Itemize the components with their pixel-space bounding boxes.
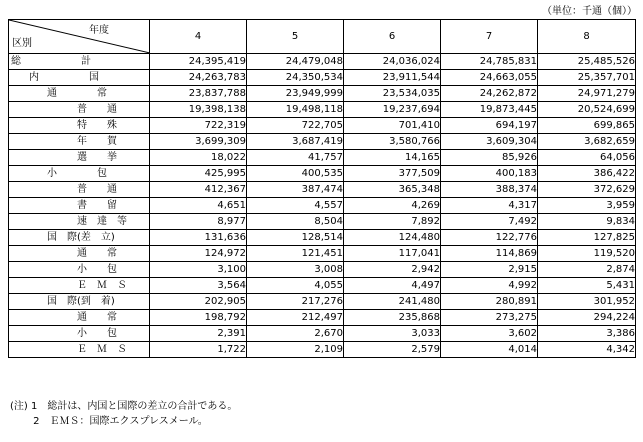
value-cell: 412,367 xyxy=(150,182,247,198)
table-row xyxy=(9,54,636,70)
value-cell: 4,992 xyxy=(441,278,538,294)
value-cell: 24,262,872 xyxy=(441,86,538,102)
value-cell: 9,834 xyxy=(538,214,636,230)
value-cell: 387,474 xyxy=(247,182,344,198)
value-cell: 1,722 xyxy=(150,342,247,358)
value-cell: 4,317 xyxy=(441,198,538,214)
value-cell: 19,237,694 xyxy=(344,102,441,118)
table-row xyxy=(9,246,636,262)
value-cell: 5,431 xyxy=(538,278,636,294)
value-cell: 198,792 xyxy=(150,310,247,326)
value-cell: 217,276 xyxy=(247,294,344,310)
value-cell: 388,374 xyxy=(441,182,538,198)
value-cell: 114,869 xyxy=(441,246,538,262)
value-cell: 19,398,138 xyxy=(150,102,247,118)
value-cell: 2,391 xyxy=(150,326,247,342)
value-cell: 701,410 xyxy=(344,118,441,134)
value-cell: 119,520 xyxy=(538,246,636,262)
table-row xyxy=(9,278,636,294)
value-cell: 20,524,699 xyxy=(538,102,636,118)
table-row xyxy=(9,70,636,86)
value-cell: 425,995 xyxy=(150,166,247,182)
row-label-cell xyxy=(9,102,150,118)
value-cell: 7,892 xyxy=(344,214,441,230)
corner-year-label: 年度 xyxy=(89,25,109,36)
value-cell: 400,183 xyxy=(441,166,538,182)
row-label: 選 挙 xyxy=(77,152,117,163)
value-cell: 694,197 xyxy=(441,118,538,134)
value-cell: 24,263,783 xyxy=(150,70,247,86)
row-label-cell xyxy=(9,134,150,150)
row-label-cell xyxy=(9,54,150,70)
value-cell: 41,757 xyxy=(247,150,344,166)
value-cell: 117,041 xyxy=(344,246,441,262)
table-row xyxy=(9,182,636,198)
value-cell: 23,911,544 xyxy=(344,70,441,86)
value-cell: 400,535 xyxy=(247,166,344,182)
table-row xyxy=(9,166,636,182)
footnote: 2 ＥＭＳ：国際エクスプレスメール。 xyxy=(10,416,208,427)
row-label-cell xyxy=(9,86,150,102)
row-label-cell xyxy=(9,150,150,166)
value-cell: 212,497 xyxy=(247,310,344,326)
row-label-cell xyxy=(9,182,150,198)
value-cell: 3,682,659 xyxy=(538,134,636,150)
value-cell: 18,022 xyxy=(150,150,247,166)
value-cell: 2,109 xyxy=(247,342,344,358)
row-label-cell xyxy=(9,310,150,326)
row-label-cell xyxy=(9,246,150,262)
value-cell: 2,874 xyxy=(538,262,636,278)
value-cell: 4,269 xyxy=(344,198,441,214)
value-cell: 386,422 xyxy=(538,166,636,182)
row-label: 速 達 等 xyxy=(77,216,127,227)
value-cell: 8,504 xyxy=(247,214,344,230)
value-cell: 3,609,304 xyxy=(441,134,538,150)
year-header: 8 xyxy=(538,20,636,54)
mail-volume-table xyxy=(8,19,636,358)
value-cell: 24,663,055 xyxy=(441,70,538,86)
row-label: 普 通 xyxy=(77,104,117,115)
row-label-cell xyxy=(9,230,150,246)
value-cell: 24,785,831 xyxy=(441,54,538,70)
value-cell: 3,008 xyxy=(247,262,344,278)
year-header: 4 xyxy=(150,20,247,54)
row-label: 小 包 xyxy=(77,328,117,339)
value-cell: 4,497 xyxy=(344,278,441,294)
row-label-cell xyxy=(9,118,150,134)
row-label: 年 賀 xyxy=(77,136,117,147)
value-cell: 3,699,309 xyxy=(150,134,247,150)
value-cell: 3,959 xyxy=(538,198,636,214)
table-row xyxy=(9,262,636,278)
value-cell: 2,915 xyxy=(441,262,538,278)
year-header: 6 xyxy=(344,20,441,54)
value-cell: 122,776 xyxy=(441,230,538,246)
table-row xyxy=(9,342,636,358)
value-cell: 4,651 xyxy=(150,198,247,214)
year-header: 7 xyxy=(441,20,538,54)
value-cell: 64,056 xyxy=(538,150,636,166)
value-cell: 722,319 xyxy=(150,118,247,134)
value-cell: 25,357,701 xyxy=(538,70,636,86)
footnote: (注) 1 総計は、内国と国際の差立の合計である。 xyxy=(10,401,238,412)
value-cell: 127,825 xyxy=(538,230,636,246)
value-cell: 24,350,534 xyxy=(247,70,344,86)
row-label: 内 国 xyxy=(29,72,99,83)
row-label-cell xyxy=(9,70,150,86)
row-label-cell xyxy=(9,214,150,230)
value-cell: 14,165 xyxy=(344,150,441,166)
value-cell: 722,705 xyxy=(247,118,344,134)
header-row xyxy=(9,20,636,54)
table-row xyxy=(9,86,636,102)
value-cell: 3,100 xyxy=(150,262,247,278)
value-cell: 3,386 xyxy=(538,326,636,342)
table-row xyxy=(9,198,636,214)
value-cell: 4,014 xyxy=(441,342,538,358)
value-cell: 3,033 xyxy=(344,326,441,342)
unit-caption: （単位：千通（個）） xyxy=(542,6,637,17)
value-cell: 23,949,999 xyxy=(247,86,344,102)
table-row xyxy=(9,134,636,150)
footnotes xyxy=(10,399,237,429)
row-label-cell xyxy=(9,278,150,294)
row-label: 書 留 xyxy=(77,200,117,211)
row-label: 普 通 xyxy=(77,184,117,195)
value-cell: 241,480 xyxy=(344,294,441,310)
table-row xyxy=(9,102,636,118)
table-row xyxy=(9,118,636,134)
value-cell: 24,036,024 xyxy=(344,54,441,70)
value-cell: 23,837,788 xyxy=(150,86,247,102)
row-label: 国 際(差 立) xyxy=(47,232,115,243)
corner-category-label: 区別 xyxy=(12,38,32,49)
row-label: 国 際(到 着) xyxy=(47,296,115,307)
row-label-cell xyxy=(9,294,150,310)
row-label-cell xyxy=(9,342,150,358)
value-cell: 3,580,766 xyxy=(344,134,441,150)
value-cell: 25,485,526 xyxy=(538,54,636,70)
value-cell: 699,865 xyxy=(538,118,636,134)
value-cell: 131,636 xyxy=(150,230,247,246)
value-cell: 301,952 xyxy=(538,294,636,310)
value-cell: 2,942 xyxy=(344,262,441,278)
row-label: Ｅ Ｍ Ｓ xyxy=(77,280,127,291)
row-label-cell xyxy=(9,262,150,278)
value-cell: 19,498,118 xyxy=(247,102,344,118)
row-label: 総 計 xyxy=(11,56,91,67)
table-row xyxy=(9,294,636,310)
value-cell: 2,579 xyxy=(344,342,441,358)
value-cell: 128,514 xyxy=(247,230,344,246)
row-label-cell xyxy=(9,326,150,342)
value-cell: 4,557 xyxy=(247,198,344,214)
value-cell: 4,055 xyxy=(247,278,344,294)
year-header: 5 xyxy=(247,20,344,54)
row-label: 小 包 xyxy=(47,168,107,179)
value-cell: 377,509 xyxy=(344,166,441,182)
row-label: 通 常 xyxy=(77,248,117,259)
table-row xyxy=(9,326,636,342)
value-cell: 85,926 xyxy=(441,150,538,166)
value-cell: 235,868 xyxy=(344,310,441,326)
row-label: 通 常 xyxy=(77,312,117,323)
value-cell: 24,971,279 xyxy=(538,86,636,102)
value-cell: 19,873,445 xyxy=(441,102,538,118)
row-label: Ｅ Ｍ Ｓ xyxy=(77,344,127,355)
value-cell: 124,480 xyxy=(344,230,441,246)
value-cell: 294,224 xyxy=(538,310,636,326)
table-row xyxy=(9,230,636,246)
value-cell: 2,670 xyxy=(247,326,344,342)
table-row xyxy=(9,150,636,166)
row-label-cell xyxy=(9,166,150,182)
value-cell: 7,492 xyxy=(441,214,538,230)
value-cell: 3,687,419 xyxy=(247,134,344,150)
table-row xyxy=(9,310,636,326)
value-cell: 280,891 xyxy=(441,294,538,310)
value-cell: 23,534,035 xyxy=(344,86,441,102)
value-cell: 121,451 xyxy=(247,246,344,262)
value-cell: 3,602 xyxy=(441,326,538,342)
value-cell: 24,479,048 xyxy=(247,54,344,70)
row-label-cell xyxy=(9,198,150,214)
value-cell: 202,905 xyxy=(150,294,247,310)
value-cell: 4,342 xyxy=(538,342,636,358)
value-cell: 24,395,419 xyxy=(150,54,247,70)
row-label: 特 殊 xyxy=(77,120,117,131)
value-cell: 8,977 xyxy=(150,214,247,230)
row-label: 小 包 xyxy=(77,264,117,275)
value-cell: 372,629 xyxy=(538,182,636,198)
value-cell: 273,275 xyxy=(441,310,538,326)
table-row xyxy=(9,214,636,230)
value-cell: 365,348 xyxy=(344,182,441,198)
row-label: 通 常 xyxy=(47,88,107,99)
corner-header-cell xyxy=(9,20,150,54)
value-cell: 3,564 xyxy=(150,278,247,294)
value-cell: 124,972 xyxy=(150,246,247,262)
